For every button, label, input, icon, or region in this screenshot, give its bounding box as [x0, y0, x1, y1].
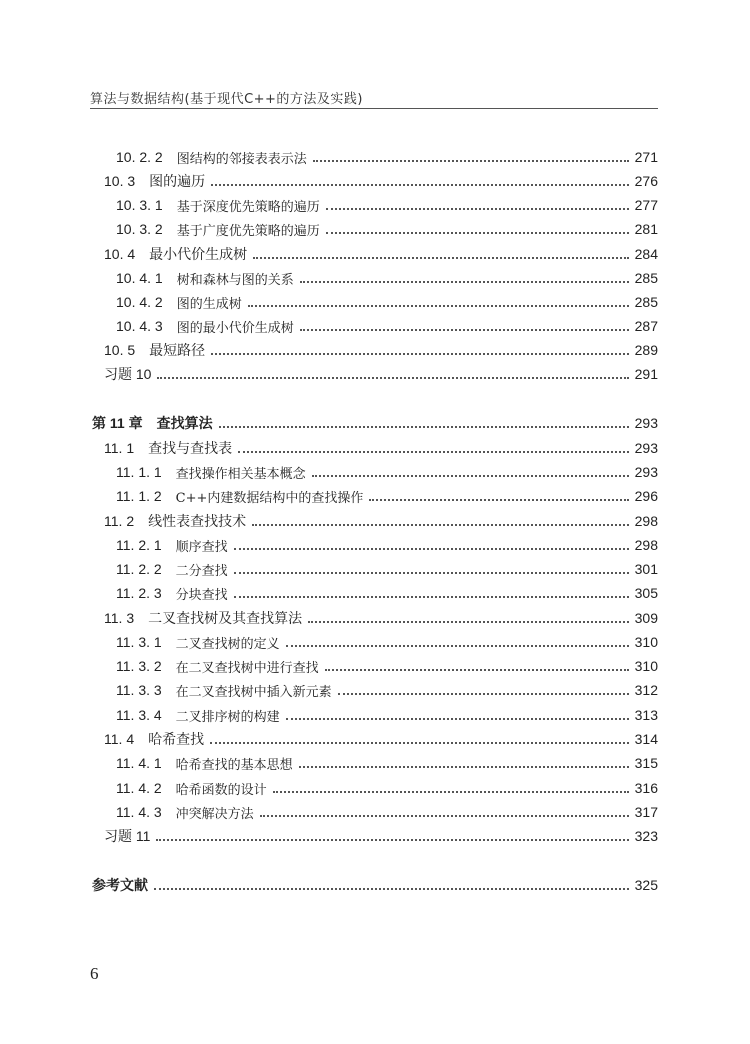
- toc-entry-title: 最短路径: [149, 342, 206, 358]
- toc-entry-number: 11. 4. 3: [116, 804, 162, 820]
- toc-entry-number: 11. 4. 1: [116, 755, 162, 771]
- toc-entry[interactable]: [116, 462, 658, 482]
- toc-entry-number: 11. 4. 2: [116, 780, 162, 796]
- toc-leader-dots: [325, 669, 629, 671]
- toc-entry[interactable]: [116, 583, 658, 603]
- toc-entry-page: 296: [634, 488, 658, 504]
- toc-entry[interactable]: [116, 632, 658, 652]
- toc-entry-title: 顺序查找: [175, 539, 228, 555]
- toc-entry-title: 分块查找: [175, 587, 228, 603]
- toc-entry-number: 10. 2. 2: [116, 149, 163, 165]
- toc-entry[interactable]: [116, 486, 658, 506]
- toc-entry[interactable]: [104, 244, 658, 264]
- toc-leader-dots: [300, 329, 629, 331]
- toc-leader-dots: [286, 718, 629, 720]
- toc-entry-number: 11. 3. 3: [116, 682, 162, 698]
- toc-entry[interactable]: [116, 656, 658, 676]
- toc-chapter-entry[interactable]: [92, 875, 658, 895]
- toc-entry[interactable]: [116, 680, 658, 700]
- toc-entry-number: 11. 4: [104, 731, 135, 747]
- toc-entry-number: 11. 3. 2: [116, 658, 162, 674]
- toc-entry-page: 289: [634, 342, 658, 358]
- toc-entry-number: 10. 3. 2: [116, 221, 163, 237]
- toc-entry-title: 二叉排序树的构建: [175, 709, 280, 725]
- toc-leader-dots: [234, 572, 629, 574]
- toc-entry-number: 第 11 章: [92, 415, 143, 431]
- toc-leader-dots: [260, 815, 629, 817]
- toc-entry[interactable]: [104, 608, 658, 628]
- toc-entry-title: 查找操作相关基本概念: [175, 466, 306, 482]
- toc-entry[interactable]: [116, 705, 658, 725]
- toc-entry[interactable]: [116, 778, 658, 798]
- toc-entry-title: 图的遍历: [149, 173, 206, 189]
- toc-entry-number: 11. 2. 1: [116, 537, 162, 553]
- toc-entry-title: 基于深度优先策略的遍历: [176, 199, 320, 215]
- toc-entry-title: 图结构的邻接表表示法: [176, 151, 307, 167]
- toc-entry[interactable]: [104, 438, 658, 458]
- toc-entry[interactable]: [104, 826, 658, 846]
- toc-entry-number: 11. 2. 3: [116, 585, 162, 601]
- toc-entry[interactable]: [116, 802, 658, 822]
- toc-leader-dots: [286, 645, 629, 647]
- toc-entry[interactable]: [104, 511, 658, 531]
- toc-entry-number: 习题 10: [104, 366, 152, 382]
- toc-entry-page: 293: [634, 415, 658, 431]
- toc-entry[interactable]: [116, 195, 658, 215]
- toc-entry-page: 323: [634, 828, 658, 844]
- toc-entry[interactable]: [116, 219, 658, 239]
- toc-entry-number: 参考文献: [92, 877, 148, 893]
- toc-entry-number: 11. 2: [104, 513, 135, 529]
- toc-entry-title: 哈希函数的设计: [175, 782, 267, 798]
- toc-entry-number: 11. 2. 2: [116, 561, 162, 577]
- toc-leader-dots: [326, 208, 629, 210]
- toc-entry-title: 查找与查找表: [148, 440, 233, 456]
- toc-entry-title: 最小代价生成树: [149, 246, 248, 262]
- toc-entry[interactable]: [104, 171, 658, 191]
- toc-entry[interactable]: [116, 535, 658, 555]
- toc-chapter-entry[interactable]: [92, 413, 658, 433]
- toc-leader-dots: [210, 742, 629, 744]
- toc-entry[interactable]: [104, 364, 658, 384]
- toc-leader-dots: [211, 353, 629, 355]
- toc-entry-number: 11. 1: [104, 440, 135, 456]
- running-header: 算法与数据结构(基于现代C++的方法及实践): [90, 92, 364, 107]
- toc-entry-page: 293: [634, 464, 658, 480]
- toc-entry-page: 310: [634, 658, 658, 674]
- toc-entry[interactable]: [116, 753, 658, 773]
- toc-leader-dots: [238, 451, 629, 453]
- toc-entry-number: 10. 4. 1: [116, 270, 163, 286]
- toc-entry-page: 316: [634, 780, 658, 796]
- toc-entry[interactable]: [104, 340, 658, 360]
- toc-leader-dots: [253, 257, 629, 259]
- toc-entry-page: 314: [634, 731, 658, 747]
- toc-entry-title: 在二叉查找树中插入新元素: [175, 684, 332, 700]
- toc-entry-title: 二叉查找树的定义: [175, 636, 280, 652]
- toc-leader-dots: [154, 888, 629, 890]
- toc-leader-dots: [248, 305, 629, 307]
- toc-leader-dots: [308, 621, 629, 623]
- toc-entry-page: 271: [634, 149, 658, 165]
- toc-leader-dots: [219, 426, 629, 428]
- toc-entry-number: 10. 3: [104, 173, 136, 189]
- toc-entry-title: 二叉查找树及其查找算法: [148, 610, 303, 626]
- page-number: 6: [90, 964, 99, 983]
- toc-entry-title: C++内建数据结构中的查找操作: [175, 490, 364, 506]
- toc-entry-number: 习题 11: [104, 828, 151, 844]
- toc-entry-page: 298: [634, 537, 658, 553]
- toc-entry-title: 查找算法: [156, 415, 213, 431]
- toc-entry-page: 317: [634, 804, 658, 820]
- header-rule: [90, 108, 658, 109]
- toc-entry-number: 11. 3. 4: [116, 707, 162, 723]
- toc-leader-dots: [234, 548, 629, 550]
- toc-entry-number: 10. 5: [104, 342, 136, 358]
- toc-entry-page: 291: [634, 366, 658, 382]
- toc-leader-dots: [313, 160, 629, 162]
- toc-entry-title: 线性表查找技术: [148, 513, 247, 529]
- toc-entry-page: 276: [634, 173, 658, 189]
- toc-entry-page: 287: [634, 318, 658, 334]
- toc-entry-title: 在二叉查找树中进行查找: [175, 660, 319, 676]
- toc-leader-dots: [299, 766, 629, 768]
- toc-entry-page: 301: [634, 561, 658, 577]
- toc-entry-number: 10. 3. 1: [116, 197, 163, 213]
- toc-leader-dots: [156, 839, 628, 841]
- toc-leader-dots: [273, 791, 629, 793]
- toc-leader-dots: [369, 499, 628, 501]
- toc-entry-title: 图的最小代价生成树: [176, 320, 294, 336]
- toc-entry-page: 284: [634, 246, 658, 262]
- toc-leader-dots: [300, 281, 629, 283]
- toc-entry-page: 310: [634, 634, 658, 650]
- toc-entry-number: 10. 4. 2: [116, 294, 163, 310]
- toc-entry-page: 325: [634, 877, 658, 893]
- toc-entry[interactable]: [116, 147, 658, 167]
- toc-entry[interactable]: [116, 268, 658, 288]
- toc-entry-page: 285: [634, 270, 658, 286]
- toc-entry-title: 哈希查找的基本思想: [175, 757, 293, 773]
- toc-entry-title: 二分查找: [175, 563, 228, 579]
- toc-leader-dots: [252, 524, 629, 526]
- toc-entry-page: 313: [634, 707, 658, 723]
- toc-entry-number: 11. 1. 2: [116, 488, 162, 504]
- toc-leader-dots: [234, 596, 629, 598]
- toc-entry[interactable]: [116, 292, 658, 312]
- toc-entry-page: 298: [634, 513, 658, 529]
- toc-entry[interactable]: [104, 729, 658, 749]
- toc-entry-page: 312: [634, 682, 658, 698]
- toc-entry-page: 305: [634, 585, 658, 601]
- toc-leader-dots: [312, 475, 629, 477]
- toc-entry-page: 281: [634, 221, 658, 237]
- toc-entry-page: 309: [634, 610, 658, 626]
- toc-entry-page: 293: [634, 440, 658, 456]
- toc-entry-page: 315: [634, 755, 658, 771]
- toc-entry-number: 11. 1. 1: [116, 464, 162, 480]
- toc-entry-number: 10. 4. 3: [116, 318, 163, 334]
- toc-entry-number: 11. 3. 1: [116, 634, 162, 650]
- toc-entry[interactable]: [116, 559, 658, 579]
- toc-entry-title: 图的生成树: [176, 296, 242, 312]
- toc-entry-title: 基于广度优先策略的遍历: [176, 223, 320, 239]
- toc-leader-dots: [326, 232, 629, 234]
- toc-leader-dots: [157, 377, 628, 379]
- toc-entry-number: 11. 3: [104, 610, 135, 626]
- toc-leader-dots: [338, 693, 629, 695]
- toc-entry-title: 哈希查找: [148, 731, 205, 747]
- toc-entry-page: 285: [634, 294, 658, 310]
- toc-leader-dots: [211, 184, 629, 186]
- toc-entry-title: 冲突解决方法: [175, 806, 254, 822]
- toc-entry-number: 10. 4: [104, 246, 136, 262]
- toc-entry-title: 树和森林与图的关系: [176, 272, 294, 288]
- toc-entry-page: 277: [634, 197, 658, 213]
- toc-entry[interactable]: [116, 316, 658, 336]
